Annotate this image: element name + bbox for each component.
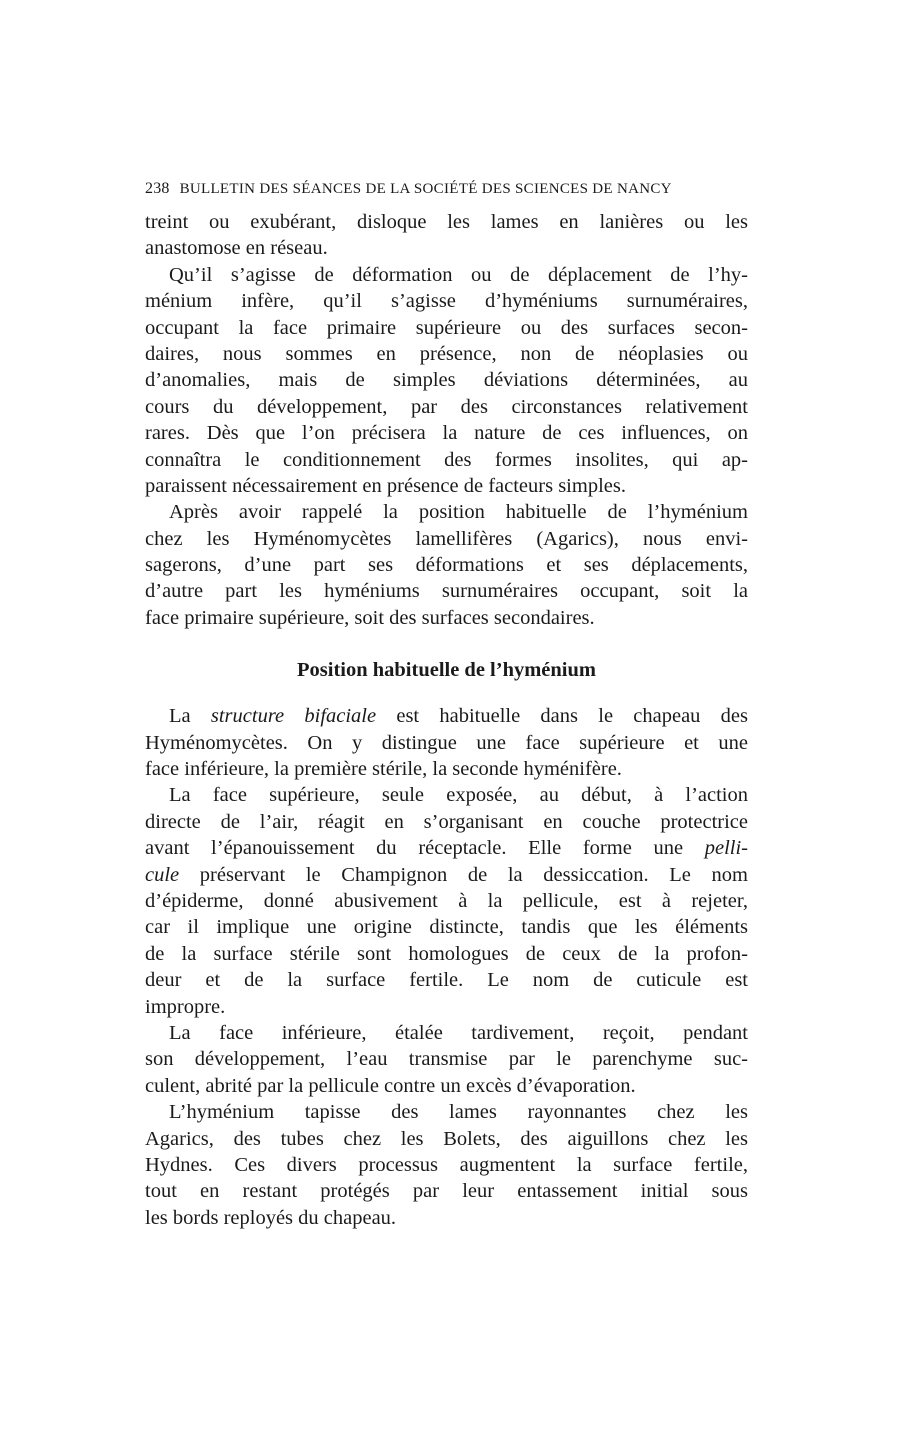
text-line: son développement, l’eau transmise par le parenchyme suc- [145,1048,748,1071]
text-line: Hydnes. Ces divers processus augmentent la surface fertile, [145,1153,748,1176]
spacer [145,631,748,655]
text-line: Hyménomycètes. On y distingue une face supérieure et une [145,731,748,754]
italic-term: structure bifaciale [210,705,377,728]
text-line: Qu’il s’agisse de déformation ou de déplacement de l’hy- [169,263,748,286]
text-span: avant l’épanouissement du réceptacle. Elle forme une [145,837,705,860]
running-title: BULLETIN DES SÉANCES DE LA SOCIÉTÉ DES SCIENCES DE NANCY [179,181,672,197]
text-span: La [169,705,211,728]
text-line: d’épiderme, donné abusivement à la pellicule, est à rejeter, [145,889,748,912]
text-line: daires, nous sommes en présence, non de néoplasies ou [145,342,748,365]
text-line: tout en restant protégés par leur entassement initial sous [145,1180,748,1203]
text-line: deur et de la surface fertile. Le nom de cuticule est [145,969,748,992]
italic-term: pelli- [704,837,748,860]
text-line: cours du développement, par des circonstances relativement [145,395,748,418]
body-text [145,209,748,1231]
text-line: occupant la face primaire supérieure ou des surfaces secon- [145,316,748,339]
text-line: sagerons, d’une part ses déformations et ses déplacements, [145,554,748,577]
page-number: 238 [145,180,170,197]
text-line: face inférieure, la première stérile, la seconde hyménifère. [145,758,622,781]
text-line: d’anomalies, mais de simples déviations déterminées, au [145,369,748,392]
text-line: car il implique une origine distincte, tandis que les éléments [145,916,748,939]
text-span: est habituelle dans le chapeau des [376,705,748,728]
text-line: Agarics, des tubes chez les Bolets, des aiguillons chez les [145,1127,748,1150]
text-line: chez les Hyménomycètes lamellifères (Agarics), nous envi- [145,527,748,550]
text-line [145,862,748,888]
text-line: les bords reployés du chapeau. [145,1206,397,1229]
text-line: connaîtra le conditionnement des formes insolites, qui ap- [145,448,748,471]
section-heading: Position habituelle de l’hyménium [297,659,596,682]
text-line: culent, abrité par la pellicule contre un excès d’évaporation. [145,1074,636,1097]
text-line: impropre. [145,995,226,1018]
text-span: préservant le Champignon de la dessiccation. Le nom [179,863,748,886]
text-line: anastomose en réseau. [145,237,328,260]
text-line: directe de l’air, réagit en s’organisant en couche protectrice [145,810,748,833]
text-line: d’autre part les hyméniums surnuméraires occupant, soit la [145,580,748,603]
text-line: L’hyménium tapisse des lames rayonnantes chez les [169,1101,748,1124]
italic-term: cule [145,863,180,886]
text-line: de la surface stérile sont homologues de ceux de la profon- [145,942,748,965]
text-line [145,703,748,729]
running-header [145,180,765,198]
text-line: ménium infère, qu’il s’agisse d’hyméniums surnuméraires, [145,290,748,313]
text-line: treint ou exubérant, disloque les lames en lanières ou les [145,211,748,233]
text-line: La face inférieure, étalée tardivement, reçoit, pendant [169,1021,748,1044]
text-line: paraissent nécessairement en présence de facteurs simples. [145,474,626,497]
text-line [145,835,748,861]
text-line: La face supérieure, seule exposée, au début, à l’action [169,784,748,807]
text-line: Après avoir rappelé la position habituelle de l’hyménium [169,501,748,524]
spacer [145,685,748,703]
text-line: rares. Dès que l’on précisera la nature de ces influences, on [145,422,748,445]
text-line: face primaire supérieure, soit des surfaces secondaires. [145,606,595,629]
